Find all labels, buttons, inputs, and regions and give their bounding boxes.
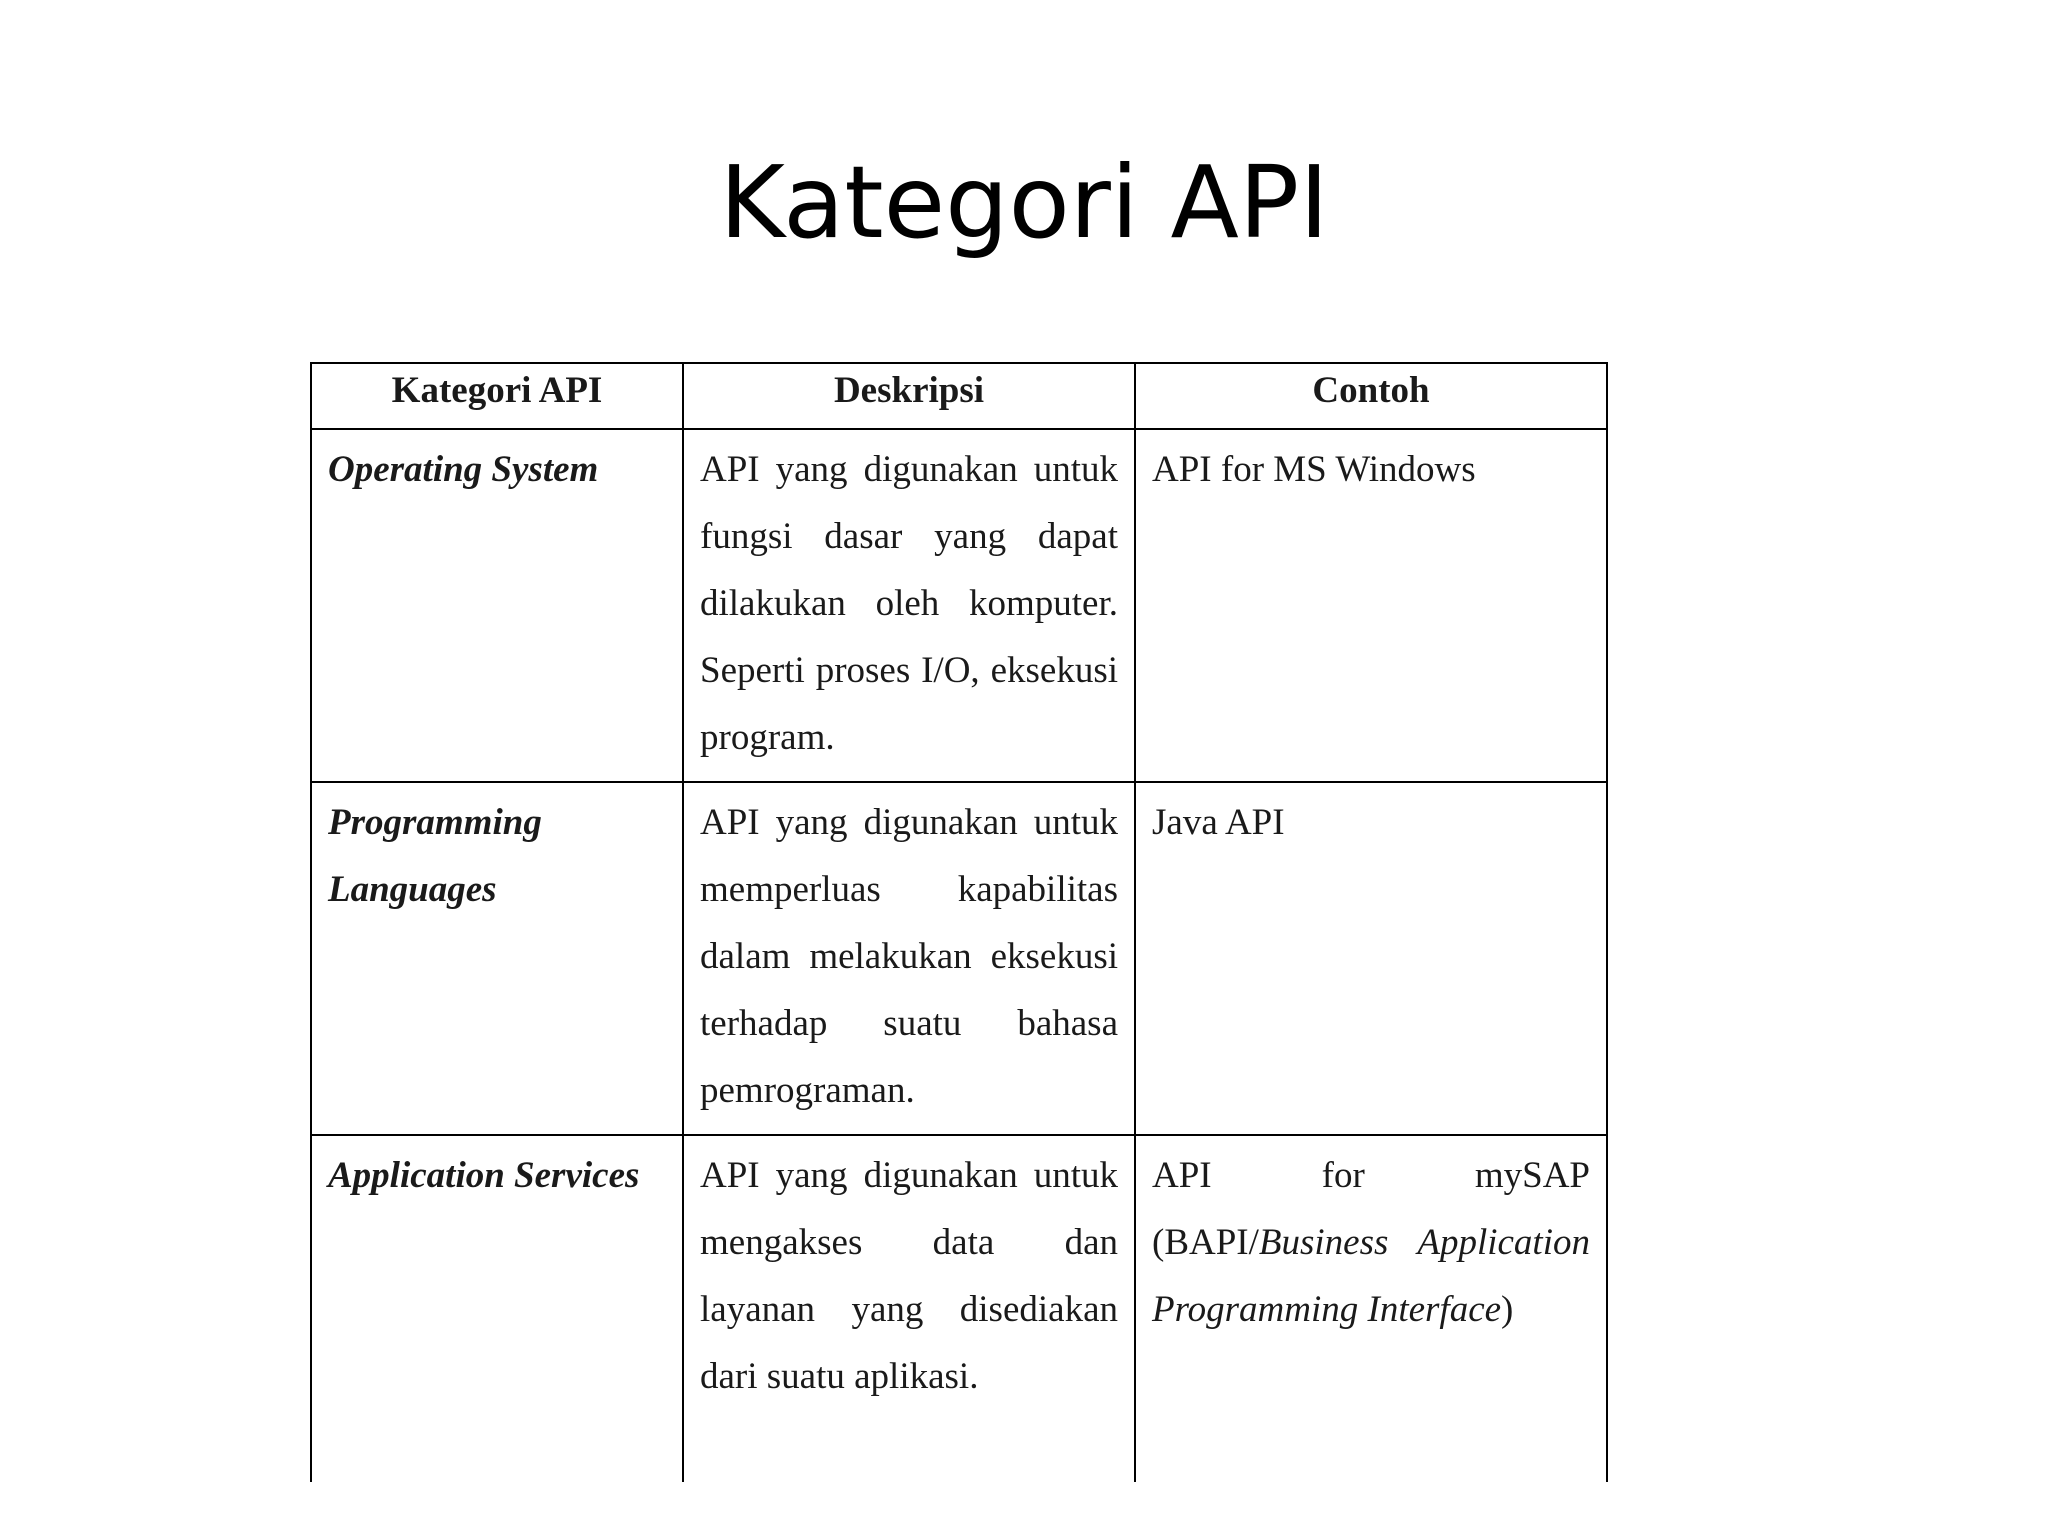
table-header-row <box>311 363 1607 429</box>
header-deskripsi: Deskripsi <box>683 363 1135 429</box>
example-suffix-text: ) <box>1501 1289 1514 1330</box>
slide-title: Kategori API <box>719 144 1329 261</box>
example-text: API for mySAP (BAPI/ <box>1152 1155 1590 1263</box>
category-cell: Programming Languages <box>311 782 683 1135</box>
api-category-table-container <box>310 362 1606 1397</box>
table-row <box>311 1135 1607 1482</box>
description-cell: API yang digunakan untuk fungsi dasar yang dapat dilakukan oleh komputer. Seperti proses I/O, eksekusi program. <box>683 429 1135 782</box>
header-contoh: Contoh <box>1135 363 1607 429</box>
header-kategori: Kategori API <box>311 363 683 429</box>
example-cell: API for MS Windows <box>1135 429 1607 782</box>
table-row <box>311 782 1607 1135</box>
example-italic-text: Business Application Programming Interface <box>1152 1222 1590 1330</box>
category-cell: Application Services <box>311 1135 683 1482</box>
api-category-table <box>310 362 1608 1482</box>
example-cell: Java API <box>1135 782 1607 1135</box>
category-cell: Operating System <box>311 429 683 782</box>
description-cell: API yang digunakan untuk memperluas kapabilitas dalam melakukan eksekusi terhadap suatu bahasa pemrograman. <box>683 782 1135 1135</box>
example-cell <box>1135 1135 1607 1482</box>
table-row <box>311 429 1607 782</box>
description-cell: API yang digunakan untuk mengakses data dan layanan yang disediakan dari suatu aplikasi. <box>683 1135 1135 1482</box>
